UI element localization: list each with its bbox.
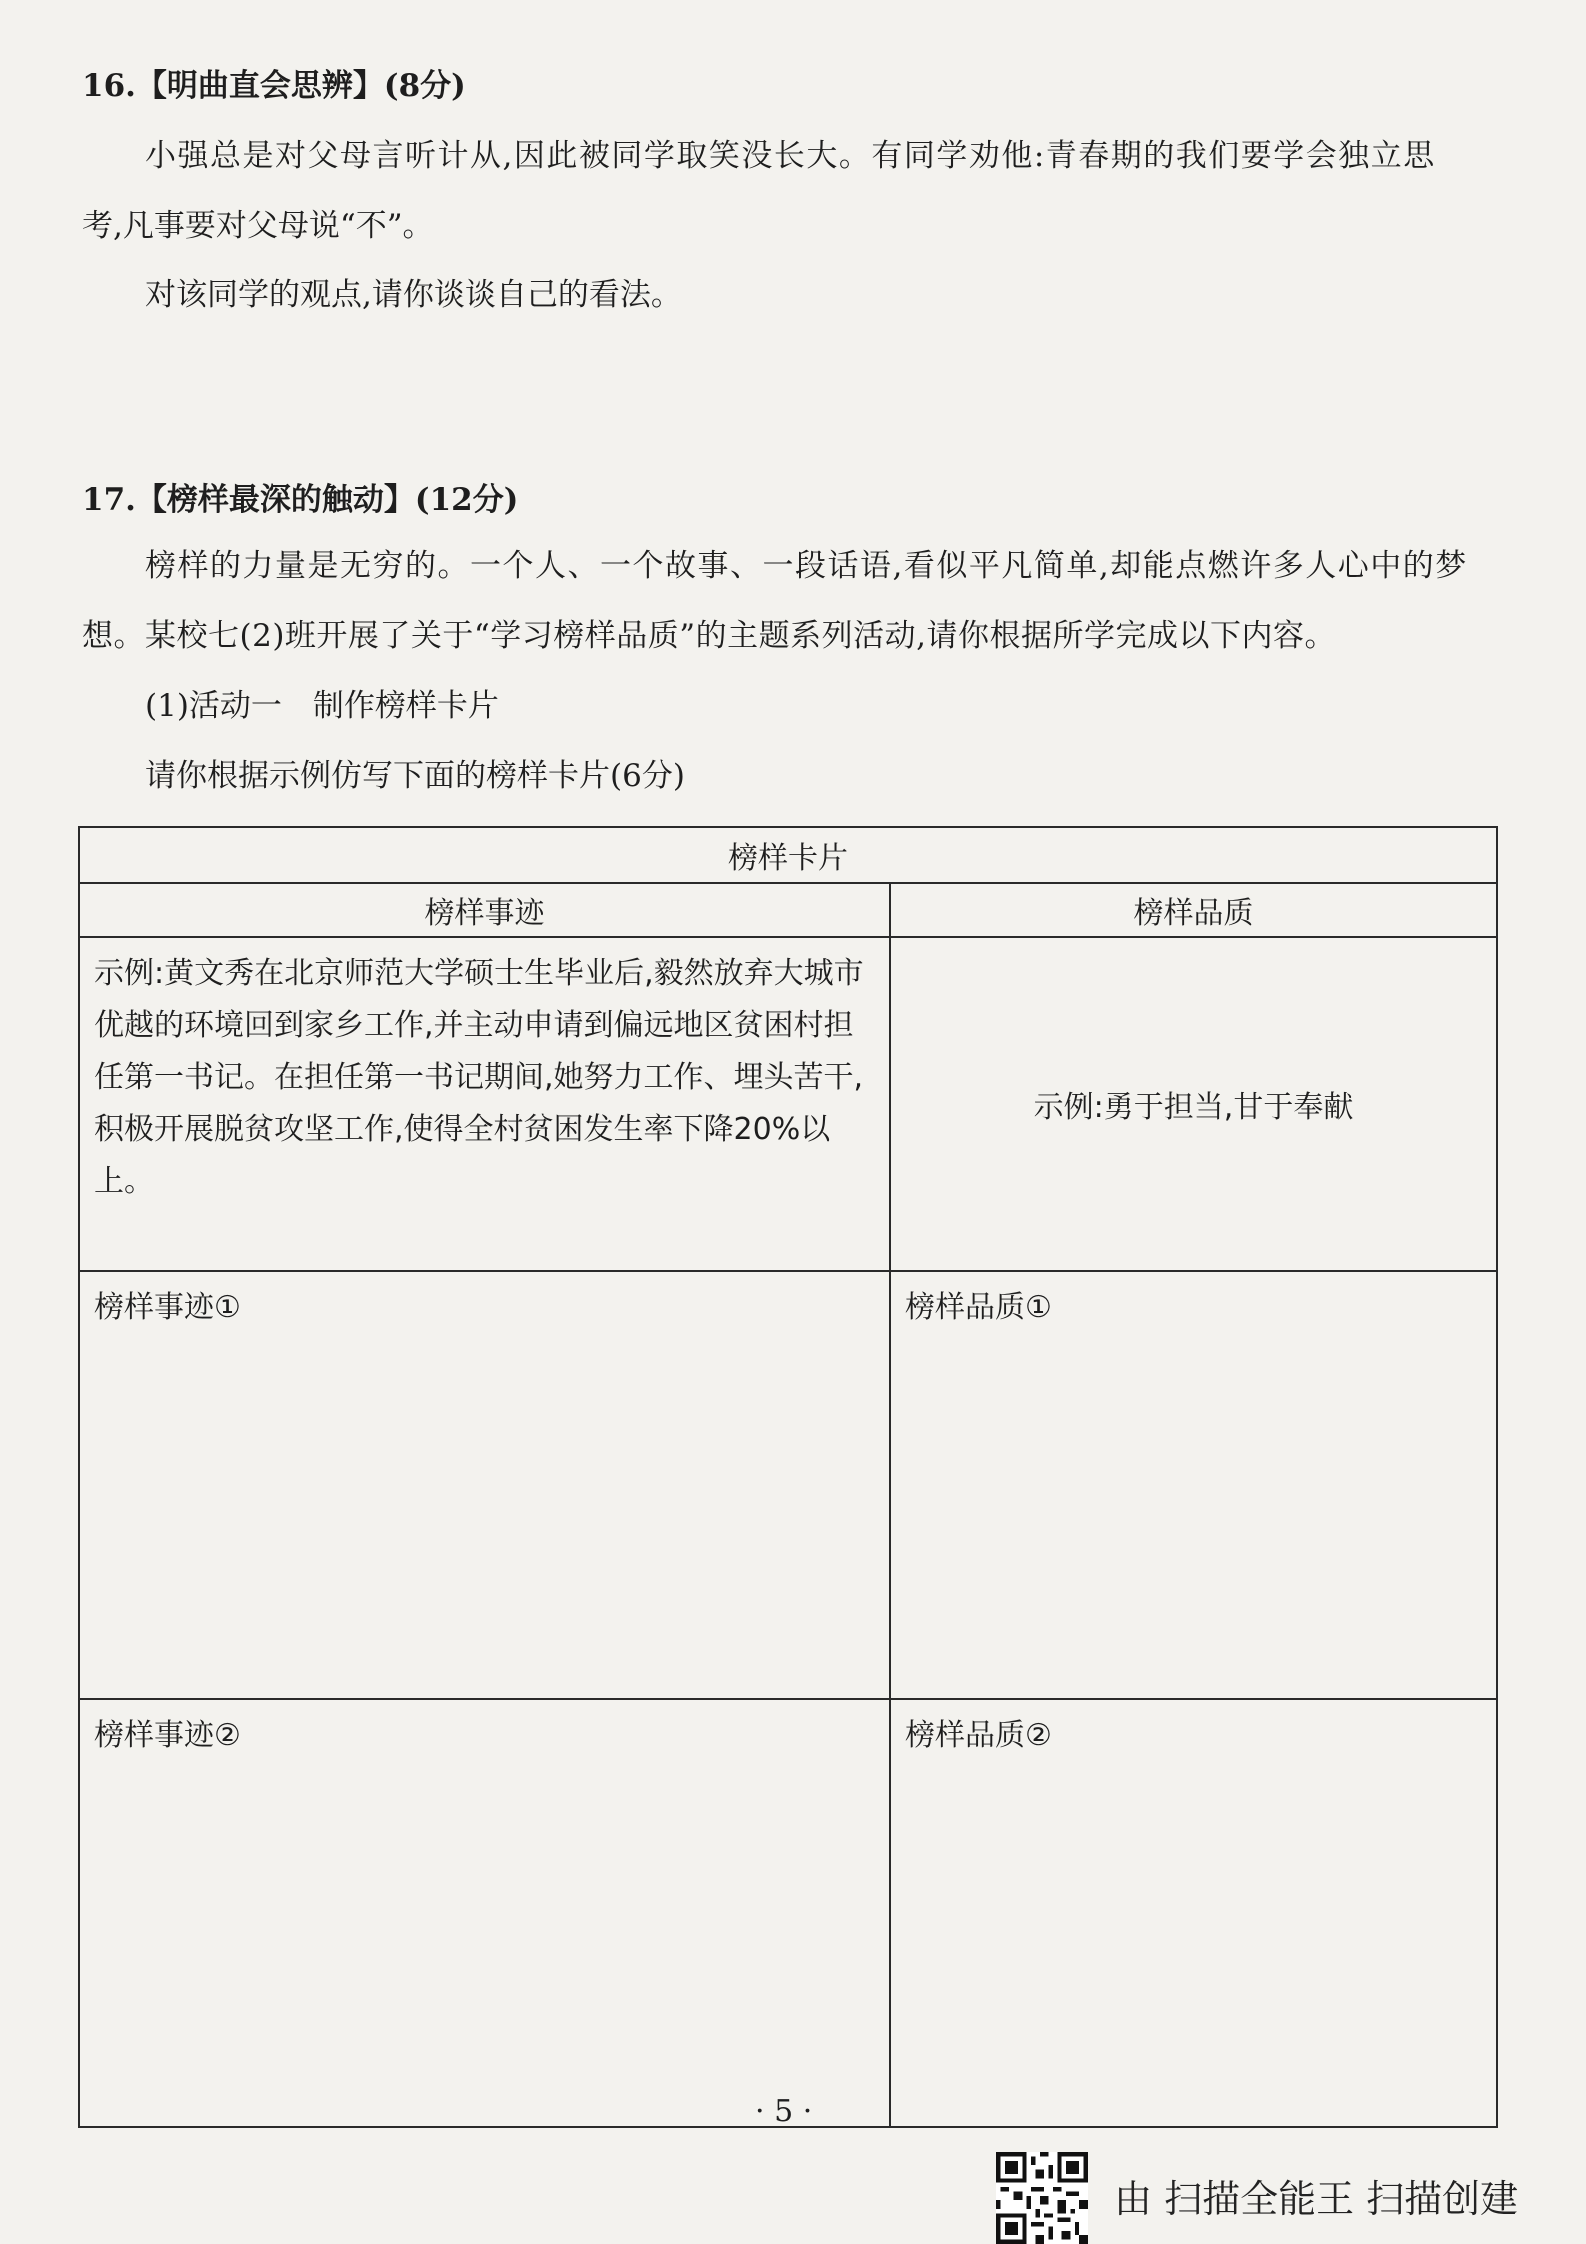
- question-16-paragraph-3: 对该同学的观点,请你谈谈自己的看法。: [145, 277, 682, 313]
- card-title: 榜样卡片: [79, 827, 1497, 883]
- question-17-paragraph-2: 想。某校七(2)班开展了关于“学习榜样品质”的主题系列活动,请你根据所学完成以下内容。: [82, 618, 1336, 654]
- question-17-activity-1: (1)活动一 制作榜样卡片: [145, 688, 499, 724]
- column-header-deeds: 榜样事迹: [79, 883, 890, 937]
- scanner-watermark-text: 由 扫描全能王 扫描创建: [1114, 2177, 1519, 2221]
- deeds-1-answer-cell[interactable]: [79, 1271, 890, 1699]
- role-model-card-table: [78, 826, 1498, 2128]
- qr-code-icon: [996, 2152, 1088, 2244]
- quality-1-answer-cell[interactable]: [890, 1271, 1497, 1699]
- question-16-paragraph-1: 小强总是对父母言听计从,因此被同学取笑没长大。有同学劝他:青春期的我们要学会独立思: [145, 138, 1436, 174]
- example-deeds-cell: 示例:黄文秀在北京师范大学硕士生毕业后,毅然放弃大城市优越的环境回到家乡工作,并主动申请到偏远地区贫困村担任第一书记。在担任第一书记期间,她努力工作、埋头苦干,积极开展脱贫攻坚工作,使得全村贫困发生率下降20%以上。: [79, 937, 890, 1271]
- page-number: · 5 ·: [755, 2094, 813, 2129]
- question-17-title: 17.【榜样最深的触动】(12分): [82, 482, 519, 518]
- deeds-2-answer-cell[interactable]: [79, 1699, 890, 2127]
- deeds-2-label: 榜样事迹②: [94, 1718, 241, 1753]
- question-17-paragraph-1: 榜样的力量是无穷的。一个人、一个故事、一段话语,看似平凡简单,却能点燃许多人心中的梦: [145, 548, 1468, 584]
- quality-1-label: 榜样品质①: [905, 1290, 1052, 1325]
- question-16-paragraph-2: 考,凡事要对父母说“不”。: [82, 208, 434, 244]
- column-header-quality: 榜样品质: [890, 883, 1497, 937]
- example-quality-cell: 示例:勇于担当,甘于奉献: [890, 937, 1497, 1271]
- question-16-title: 16.【明曲直会思辨】(8分): [82, 68, 466, 104]
- quality-2-answer-cell[interactable]: [890, 1699, 1497, 2127]
- question-17-instruction: 请你根据示例仿写下面的榜样卡片(6分): [145, 758, 685, 794]
- quality-2-label: 榜样品质②: [905, 1718, 1052, 1753]
- deeds-1-label: 榜样事迹①: [94, 1290, 241, 1325]
